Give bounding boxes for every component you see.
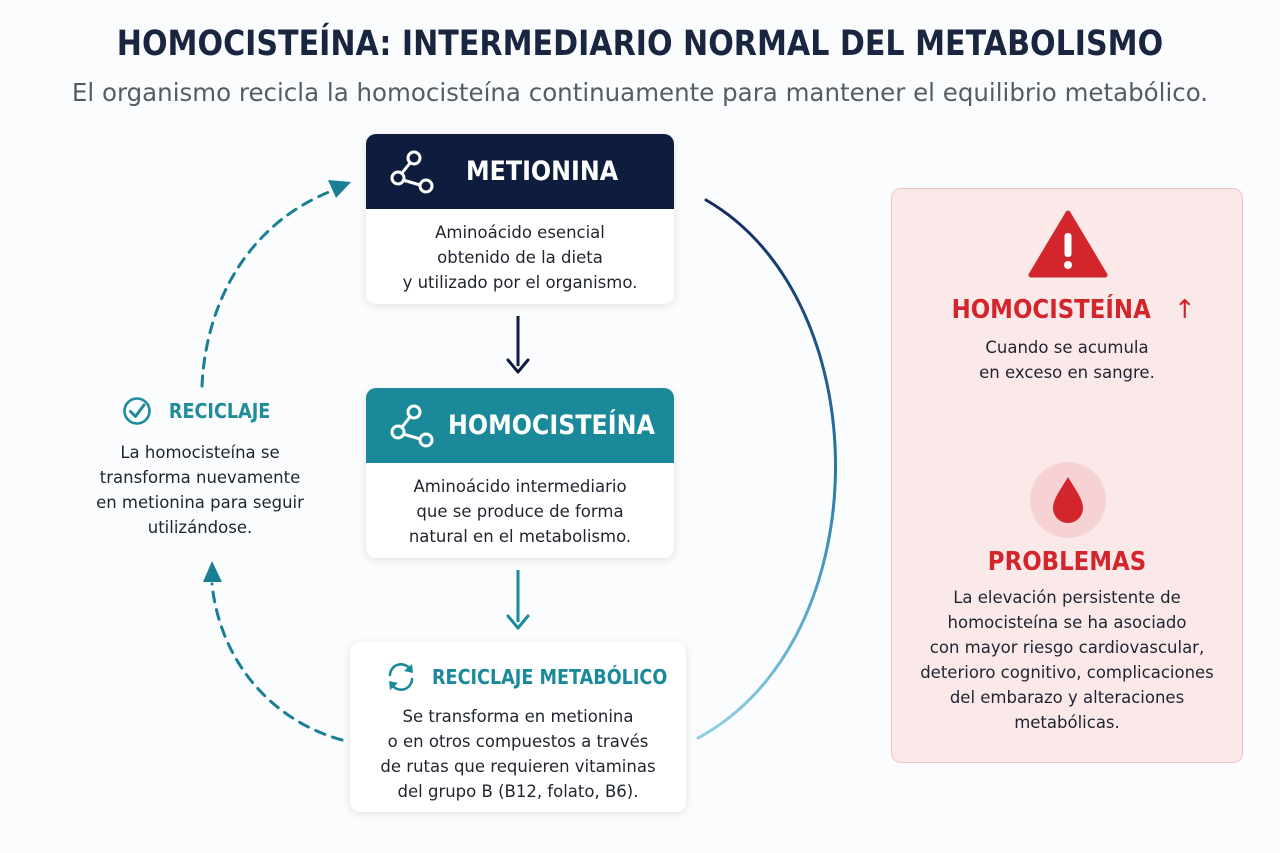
reciclaje-header [70,396,330,426]
blood-drop-icon [1029,461,1107,539]
warning-title: HOMOCISTEÍNA ↑ [951,295,1196,325]
check-circle-icon [122,396,152,426]
recycle-arrows-icon [384,660,418,694]
reciclaje-metabolico-title: RECICLAJE METABÓLICO [432,665,668,689]
warning-panel [891,188,1243,763]
reciclaje-metabolico-header [384,660,699,694]
metionina-header [366,134,674,209]
metionina-description: Aminoácido esencial obtenido de la dieta y utilizado por el organismo. [402,223,638,292]
reciclaje-description: La homocisteína se transforma nuevamente en metionina para seguir utilizándose. [96,443,304,537]
homocisteina-title: HOMOCISTEÍNA [448,410,655,441]
warning-triangle-icon [1027,209,1109,279]
reciclaje-title: RECICLAJE [169,399,271,423]
metionina-card [366,134,674,304]
metionina-title: METIONINA [466,156,619,187]
arrowhead-to-reciclaje [203,561,222,582]
homocisteina-header [366,388,674,463]
arrow-up-icon: ↑ [1173,295,1196,325]
molecule-icon [388,402,438,452]
warning-description: Cuando se acumula en exceso en sangre. [979,338,1155,382]
problems-title: PROBLEMAS [987,547,1147,577]
problems-description: La elevación persistente de homocisteína se ha asociado con mayor riesgo cardiovascular, deterioro cognitivo, complicaciones del embarazo y alteraciones metabólicas. [920,588,1214,732]
left-dashed-arc-lower [212,584,342,740]
homocisteina-description: Aminoácido intermediario que se produce de forma natural en el metabolismo. [408,477,632,546]
left-dashed-arc-upper [202,190,334,386]
page-subtitle: El organismo recicla la homocisteína continuamente para mantener el equilibrio metabólico. [71,78,1209,107]
right-cycle-arc [698,200,836,738]
molecule-icon [388,148,438,198]
reciclaje-side-label [70,396,330,540]
homocisteina-card [366,388,674,558]
reciclaje-metabolico-description: Se transforma en metionina o en otros compuestos a través de rutas que requieren vitaminas del grupo B (B12, folato, B6). [380,707,656,801]
page-title: HOMOCISTEÍNA: INTERMEDIARIO NORMAL DEL METABOLISMO [116,24,1164,64]
reciclaje-metabolico-card [350,642,686,812]
arrowhead-to-metionina [328,180,351,198]
